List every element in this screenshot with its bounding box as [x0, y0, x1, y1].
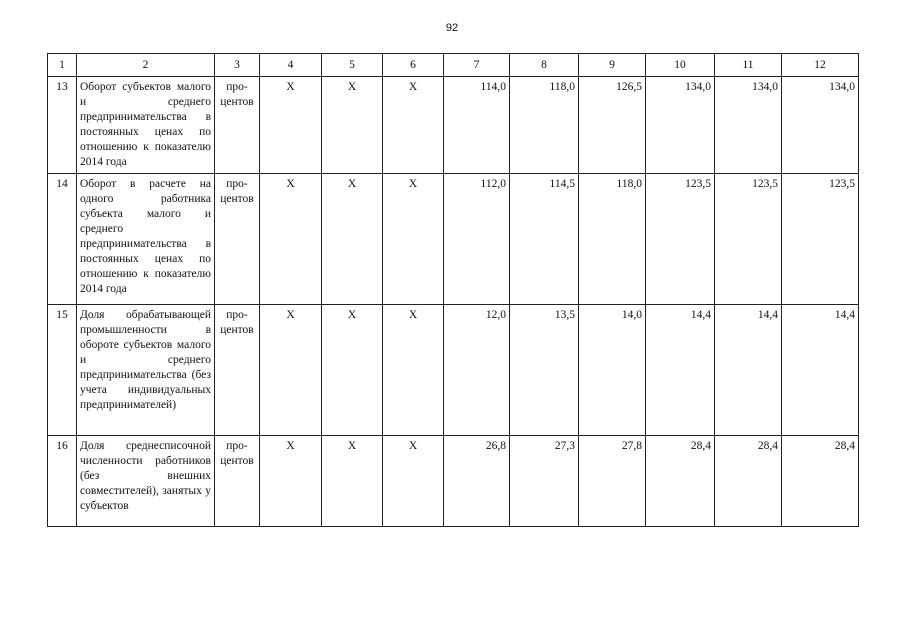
header-cell: 7 [444, 54, 510, 77]
header-row [48, 54, 859, 77]
unit-cell: про-центов [215, 436, 260, 527]
header-cell: 1 [48, 54, 77, 77]
value-cell: 118,0 [579, 174, 646, 305]
table-row [48, 305, 859, 436]
value-cell: X [260, 436, 322, 527]
value-cell: 123,5 [646, 174, 715, 305]
header-cell: 4 [260, 54, 322, 77]
value-cell: 14,4 [782, 305, 859, 436]
row-number: 16 [48, 436, 77, 527]
value-cell: 27,8 [579, 436, 646, 527]
value-cell: 114,0 [444, 77, 510, 174]
indicator-name: Доля обрабатывающей промышленности в обороте субъектов малого и среднего предпринимательства (без учета индивидуальных предпринимателей) [77, 305, 215, 436]
row-number: 13 [48, 77, 77, 174]
header-cell: 10 [646, 54, 715, 77]
unit-cell: про-центов [215, 174, 260, 305]
value-cell: X [383, 77, 444, 174]
value-cell: X [383, 305, 444, 436]
table-row [48, 436, 859, 527]
value-cell: 12,0 [444, 305, 510, 436]
value-cell: 28,4 [782, 436, 859, 527]
value-cell: X [260, 174, 322, 305]
value-cell: 134,0 [646, 77, 715, 174]
unit-cell: про-центов [215, 77, 260, 174]
value-cell: 28,4 [646, 436, 715, 527]
value-cell: X [322, 174, 383, 305]
row-number: 14 [48, 174, 77, 305]
value-cell: 118,0 [510, 77, 579, 174]
header-cell: 6 [383, 54, 444, 77]
indicator-name: Оборот в расчете на одного работника субъекта малого и среднего предпринимательства в постоянных ценах по отношению к показателю 2014 года [77, 174, 215, 305]
value-cell: 112,0 [444, 174, 510, 305]
unit-cell: про-центов [215, 305, 260, 436]
indicator-name: Доля среднесписочной численности работников (без внешних совместителей), занятых у субъектов [77, 436, 215, 527]
value-cell: X [260, 305, 322, 436]
header-cell: 12 [782, 54, 859, 77]
value-cell: X [322, 305, 383, 436]
value-cell: X [260, 77, 322, 174]
header-cell: 9 [579, 54, 646, 77]
value-cell: 26,8 [444, 436, 510, 527]
value-cell: 114,5 [510, 174, 579, 305]
value-cell: 14,0 [579, 305, 646, 436]
table-row [48, 174, 859, 305]
value-cell: X [322, 436, 383, 527]
value-cell: 134,0 [715, 77, 782, 174]
indicator-table [47, 53, 859, 527]
page-number: 92 [445, 22, 459, 34]
value-cell: 27,3 [510, 436, 579, 527]
value-cell: 13,5 [510, 305, 579, 436]
value-cell: 14,4 [715, 305, 782, 436]
value-cell: X [383, 436, 444, 527]
value-cell: 123,5 [782, 174, 859, 305]
row-number: 15 [48, 305, 77, 436]
indicator-name: Оборот субъектов малого и среднего предпринимательства в постоянных ценах по отношению к показателю 2014 года [77, 77, 215, 174]
table-row [48, 77, 859, 174]
header-cell: 2 [77, 54, 215, 77]
value-cell: 126,5 [579, 77, 646, 174]
header-cell: 8 [510, 54, 579, 77]
header-cell: 5 [322, 54, 383, 77]
header-cell: 3 [215, 54, 260, 77]
value-cell: X [322, 77, 383, 174]
header-cell: 11 [715, 54, 782, 77]
value-cell: 14,4 [646, 305, 715, 436]
value-cell: 123,5 [715, 174, 782, 305]
value-cell: X [383, 174, 444, 305]
value-cell: 134,0 [782, 77, 859, 174]
value-cell: 28,4 [715, 436, 782, 527]
